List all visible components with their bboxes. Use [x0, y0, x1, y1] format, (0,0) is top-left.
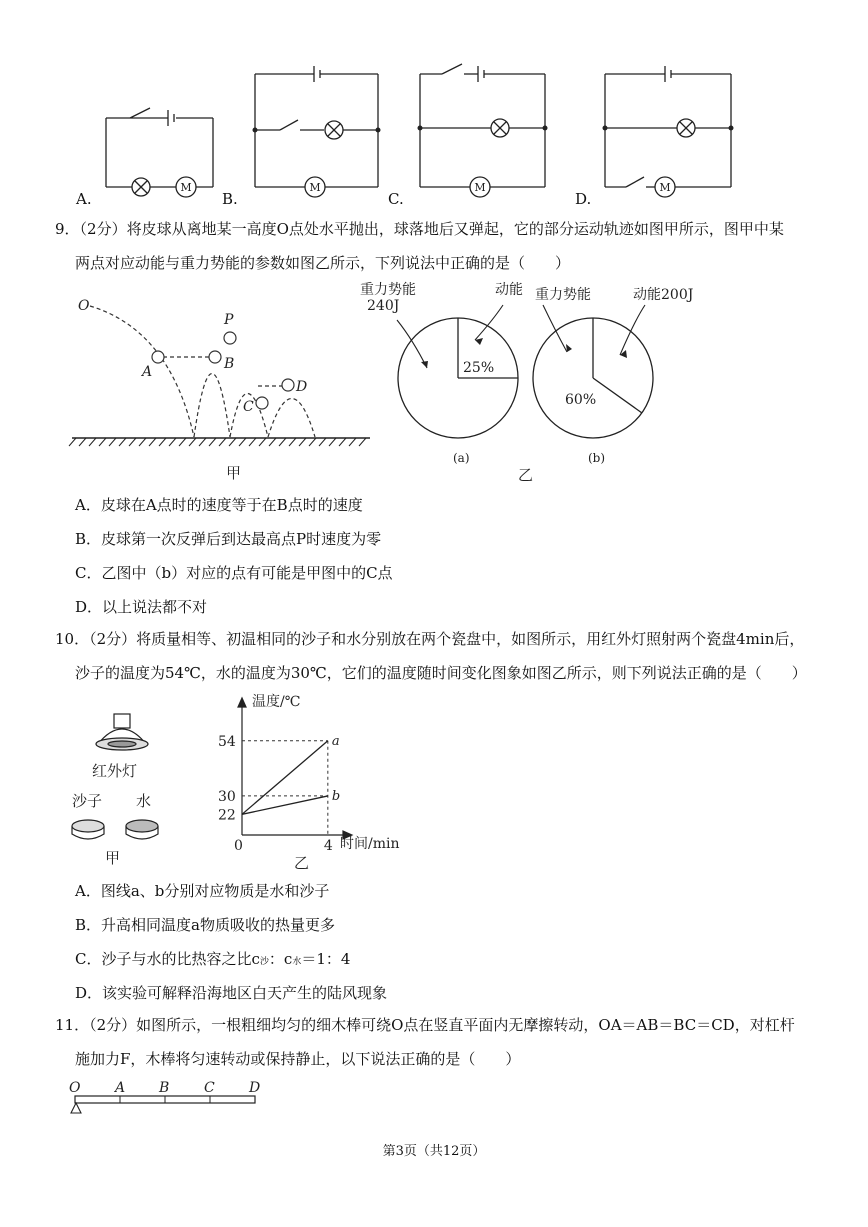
- circuit-a: [106, 108, 213, 197]
- pie-b-pct: 60%: [565, 392, 597, 408]
- y-tick-54: 54: [218, 733, 236, 750]
- point-b-ball: [209, 351, 221, 363]
- q10-stem-line1: 10．（2分）将质量相等、初温相同的沙子和水分别放在两个瓷盘中，如图所示，用红外灯照射两个瓷盘4min后，: [55, 630, 805, 648]
- svg-text:M: M: [474, 181, 486, 194]
- q9-option-d[interactable]: D．以上说法都不对: [75, 598, 208, 616]
- caption-yi-10: 乙: [294, 854, 310, 872]
- caption-jia: 甲: [226, 464, 242, 482]
- svg-text:M: M: [659, 181, 671, 194]
- point-a-ball: [152, 351, 164, 363]
- motor-label: M: [180, 181, 192, 194]
- series-label-a: a: [331, 733, 340, 749]
- pie-b-ke-label: 动能200J: [633, 287, 694, 303]
- q11-lever-figure: [65, 1078, 275, 1123]
- pie-a-gp-label: 重力势能: [360, 282, 416, 298]
- q9-trajectory-figure: [60, 290, 380, 485]
- circuit-c: [420, 64, 545, 197]
- q8-option-c[interactable]: C.: [388, 190, 404, 208]
- sand-label: 沙子: [72, 792, 103, 810]
- q8-circuits: [0, 0, 868, 210]
- label-a: A: [142, 364, 153, 380]
- page-footer: 第3页（共12页）: [382, 1144, 486, 1159]
- q10-option-b[interactable]: B．升高相同温度a物质吸收的热量更多: [75, 916, 335, 934]
- y-tick-22: 22: [218, 807, 236, 824]
- rod-point-b: B: [159, 1080, 170, 1096]
- q9-option-b[interactable]: B．皮球第一次反弹后到达最高点P时速度为零: [75, 530, 382, 548]
- water-dish: [126, 820, 158, 832]
- pie-a-ke-label: 动能: [495, 282, 523, 298]
- series-line-b: [242, 796, 328, 814]
- q10-stem-line2: 沙子的温度为54℃，水的温度为30℃，它们的温度随时间变化图象如图乙所示，则下列说法正确的是（ ）: [75, 664, 807, 682]
- y-tick-30: 30: [218, 788, 236, 805]
- q9-stem-line2: 两点对应动能与重力势能的参数如图乙所示，下列说法中正确的是（ ）: [75, 254, 571, 272]
- caption-yi: 乙: [518, 466, 534, 484]
- pie-b-sub: (b): [588, 451, 606, 465]
- rod-point-d: D: [249, 1080, 261, 1096]
- pivot-icon: [71, 1103, 81, 1113]
- label-c: C: [243, 399, 254, 415]
- q9-stem-line1: 9．（2分）将皮球从离地某一高度O点处水平抛出，球落地后又弹起，它的部分运动轨迹如图甲所示，图甲中某: [55, 220, 784, 238]
- label-b: B: [224, 356, 235, 372]
- svg-text:M: M: [309, 181, 321, 194]
- series-label-b: b: [331, 788, 341, 804]
- pie-a-gp-value: 240J: [367, 298, 400, 314]
- x-tick-0: 0: [234, 838, 243, 854]
- circuit-b: [255, 66, 378, 197]
- pie-b-gp-label: 重力势能: [535, 287, 591, 303]
- q11-stem-line1: 11．（2分）如图所示，一根粗细均匀的细木棒可绕O点在竖直平面内无摩擦转动，OA＝AB＝BC＝CD，对杠杆: [55, 1016, 795, 1034]
- q9-option-a[interactable]: A．皮球在A点时的速度等于在B点时的速度: [75, 496, 363, 514]
- lamp-label: 红外灯: [92, 762, 138, 780]
- rod-point-a: A: [115, 1080, 126, 1096]
- q9-option-c[interactable]: C．乙图中（b）对应的点有可能是甲图中的C点: [75, 564, 393, 582]
- q9-pie-figure: [355, 280, 694, 485]
- q8-option-b[interactable]: B.: [222, 190, 238, 208]
- temperature-chart: [200, 690, 420, 875]
- circuit-d: [605, 66, 731, 197]
- point-c-ball: [256, 397, 268, 409]
- q10-option-a[interactable]: A．图线a、b分别对应物质是水和沙子: [75, 882, 330, 900]
- water-label: 水: [136, 792, 152, 810]
- y-axis-label: 温度/℃: [252, 694, 301, 710]
- x-tick-4: 4: [323, 838, 333, 854]
- q8-circuit-svg: [0, 0, 868, 210]
- q10-lamp-figure: [60, 700, 190, 870]
- x-axis-label: 时间/min: [340, 836, 400, 852]
- pie-a-pct: 25%: [463, 360, 495, 376]
- rod-point-c: C: [204, 1080, 215, 1096]
- point-d-ball: [282, 379, 294, 391]
- label-o: O: [78, 298, 90, 314]
- sand-dish: [72, 820, 104, 832]
- label-p: P: [224, 312, 234, 328]
- lamp-base: [114, 714, 130, 728]
- q10-option-c[interactable]: C．沙子与水的比热容之比c沙：c水＝1：4: [75, 950, 351, 968]
- pie-a-sub: (a): [453, 451, 470, 465]
- q8-option-d[interactable]: D.: [575, 190, 592, 208]
- caption-jia-10: 甲: [105, 849, 121, 867]
- q11-stem-line2: 施加力F，木棒将匀速转动或保持静止，以下说法正确的是（ ）: [75, 1050, 521, 1068]
- series-line-a: [242, 741, 328, 815]
- q10-option-d[interactable]: D．该实验可解释沿海地区白天产生的陆风现象: [75, 984, 388, 1002]
- rod-point-o: O: [69, 1080, 81, 1096]
- label-d: D: [296, 379, 308, 395]
- point-p-ball: [224, 332, 236, 344]
- q8-option-a[interactable]: A.: [76, 190, 92, 208]
